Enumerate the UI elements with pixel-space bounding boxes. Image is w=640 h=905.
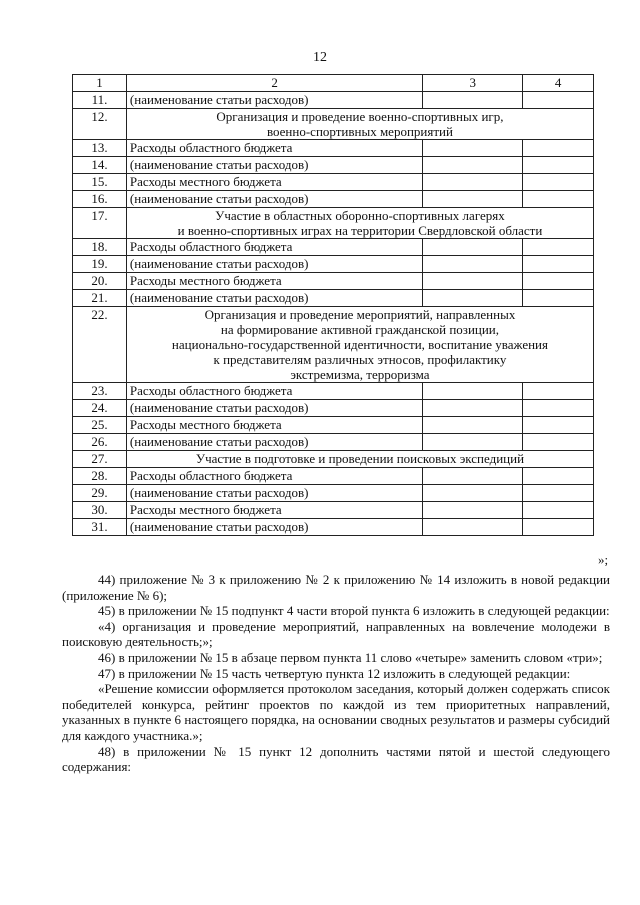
empty-cell <box>423 191 523 208</box>
table-row <box>73 239 594 256</box>
row-number: 27. <box>73 451 127 468</box>
empty-cell <box>423 92 523 109</box>
empty-cell <box>423 485 523 502</box>
section-title-line: на формирование активной гражданской позиции, <box>220 322 500 337</box>
table-row <box>73 273 594 290</box>
amendment-paragraph: «4) организация и проведение мероприятий, направленных на вовлечение молодежи в поисковую деятельность;»; <box>62 618 610 650</box>
amendment-paragraphs <box>62 572 610 775</box>
row-number: 12. <box>73 109 127 140</box>
empty-cell <box>523 519 594 536</box>
amendment-paragraph: 44) приложение № 3 к приложению № 2 к приложению № 14 изложить в новой редакции (приложение № 6); <box>62 572 610 603</box>
row-label: Расходы областного бюджета <box>126 140 422 157</box>
section-title-line: и военно-спортивных играх на территории Свердловской области <box>177 223 543 238</box>
section-title <box>126 208 593 239</box>
row-label: (наименование статьи расходов) <box>126 400 422 417</box>
section-title-line: к представителям различных этносов, профилактику <box>213 352 507 367</box>
budget-table <box>72 74 594 536</box>
empty-cell <box>423 273 523 290</box>
row-number: 25. <box>73 417 127 434</box>
amendment-paragraph: 48) в приложении № 15 пункт 12 дополнить частями пятой и шестой следующего содержания: <box>62 743 610 775</box>
row-label: (наименование статьи расходов) <box>126 290 422 307</box>
row-label: Расходы областного бюджета <box>126 468 422 485</box>
empty-cell <box>423 502 523 519</box>
empty-cell <box>523 468 594 485</box>
table-section-row <box>73 451 594 468</box>
header-cell-2: 2 <box>126 75 422 92</box>
header-cell-1: 1 <box>73 75 127 92</box>
section-title-line: военно-спортивных мероприятий <box>266 124 453 139</box>
empty-cell <box>523 400 594 417</box>
row-label: Расходы местного бюджета <box>126 417 422 434</box>
empty-cell <box>523 417 594 434</box>
header-cell-4: 4 <box>523 75 594 92</box>
row-number: 17. <box>73 208 127 239</box>
row-number: 19. <box>73 256 127 273</box>
empty-cell <box>423 174 523 191</box>
table-row <box>73 256 594 273</box>
section-title-line: Организация и проведение военно-спортивных игр, <box>216 109 504 124</box>
row-number: 22. <box>73 307 127 383</box>
row-label: Расходы областного бюджета <box>126 239 422 256</box>
row-label: (наименование статьи расходов) <box>126 434 422 451</box>
amendment-paragraph: «Решение комиссии оформляется протоколом заседания, который должен содержать список победителей конкурса, рейтинг проектов по каждой из тем приоритетных направлений, указанных в пункте 6 настоящего порядка, на основании сводных результатов и размеры субсидий для каждого участника.»; <box>62 681 610 743</box>
empty-cell <box>423 468 523 485</box>
empty-cell <box>423 400 523 417</box>
amendment-paragraph: 47) в приложении № 15 часть четвертую пункта 12 изложить в следующей редакции: <box>98 665 571 681</box>
empty-cell <box>523 290 594 307</box>
row-label: (наименование статьи расходов) <box>126 519 422 536</box>
row-number: 21. <box>73 290 127 307</box>
table-row <box>73 417 594 434</box>
row-label: (наименование статьи расходов) <box>126 485 422 502</box>
empty-cell <box>523 92 594 109</box>
table-row <box>73 400 594 417</box>
header-cell-3: 3 <box>423 75 523 92</box>
row-number: 26. <box>73 434 127 451</box>
table-row <box>73 157 594 174</box>
row-number: 16. <box>73 191 127 208</box>
empty-cell <box>423 256 523 273</box>
empty-cell <box>523 174 594 191</box>
table-row <box>73 92 594 109</box>
table-row <box>73 174 594 191</box>
table-row <box>73 468 594 485</box>
section-title-line: Участие в подготовке и проведении поисковых экспедиций <box>195 451 525 466</box>
table-section-row <box>73 109 594 140</box>
amendment-paragraph: 46) в приложении № 15 в абзаце первом пункта 11 слово «четыре» заменить словом «три»; <box>98 649 603 665</box>
row-label: (наименование статьи расходов) <box>126 157 422 174</box>
row-label: (наименование статьи расходов) <box>126 256 422 273</box>
row-number: 11. <box>73 92 127 109</box>
section-title-line: Участие в областных оборонно-спортивных лагерях <box>215 208 505 223</box>
table-closing-quote: »; <box>598 552 609 567</box>
row-number: 24. <box>73 400 127 417</box>
empty-cell <box>523 273 594 290</box>
empty-cell <box>423 383 523 400</box>
row-number: 30. <box>73 502 127 519</box>
empty-cell <box>523 239 594 256</box>
empty-cell <box>423 140 523 157</box>
empty-cell <box>523 256 594 273</box>
row-number: 15. <box>73 174 127 191</box>
budget-table-body <box>73 75 594 536</box>
table-row <box>73 140 594 157</box>
table-row <box>73 383 594 400</box>
empty-cell <box>423 290 523 307</box>
row-label: Расходы местного бюджета <box>126 174 422 191</box>
table-row <box>73 191 594 208</box>
row-label: Расходы местного бюджета <box>126 273 422 290</box>
empty-cell <box>423 239 523 256</box>
row-number: 13. <box>73 140 127 157</box>
empty-cell <box>523 383 594 400</box>
table-section-row <box>73 208 594 239</box>
table-header-row <box>73 75 594 92</box>
amendment-paragraph: 45) в приложении № 15 подпункт 4 части второй пункта 6 изложить в следующей редакции: <box>98 603 610 619</box>
empty-cell <box>523 434 594 451</box>
row-number: 20. <box>73 273 127 290</box>
row-number: 31. <box>73 519 127 536</box>
row-number: 29. <box>73 485 127 502</box>
table-row <box>73 519 594 536</box>
table-row <box>73 434 594 451</box>
row-number: 23. <box>73 383 127 400</box>
row-number: 28. <box>73 468 127 485</box>
row-number: 18. <box>73 239 127 256</box>
section-title-line: экстремизма, терроризма <box>290 367 430 382</box>
row-label: Расходы местного бюджета <box>126 502 422 519</box>
empty-cell <box>523 485 594 502</box>
row-label: (наименование статьи расходов) <box>126 92 422 109</box>
section-title-line: национально-государственной идентичности, воспитание уважения <box>171 337 548 352</box>
table-row <box>73 485 594 502</box>
page-number: 12 <box>313 50 327 65</box>
row-label: Расходы областного бюджета <box>126 383 422 400</box>
section-title <box>126 109 593 140</box>
empty-cell <box>423 157 523 174</box>
row-number: 14. <box>73 157 127 174</box>
empty-cell <box>423 417 523 434</box>
table-section-row <box>73 307 594 383</box>
empty-cell <box>523 157 594 174</box>
table-row <box>73 502 594 519</box>
empty-cell <box>423 434 523 451</box>
empty-cell <box>423 519 523 536</box>
empty-cell <box>523 191 594 208</box>
empty-cell <box>523 502 594 519</box>
section-title-line: Организация и проведение мероприятий, направленных <box>204 307 516 322</box>
section-title <box>126 307 593 383</box>
row-label: (наименование статьи расходов) <box>126 191 422 208</box>
section-title <box>126 451 593 468</box>
empty-cell <box>523 140 594 157</box>
table-row <box>73 290 594 307</box>
